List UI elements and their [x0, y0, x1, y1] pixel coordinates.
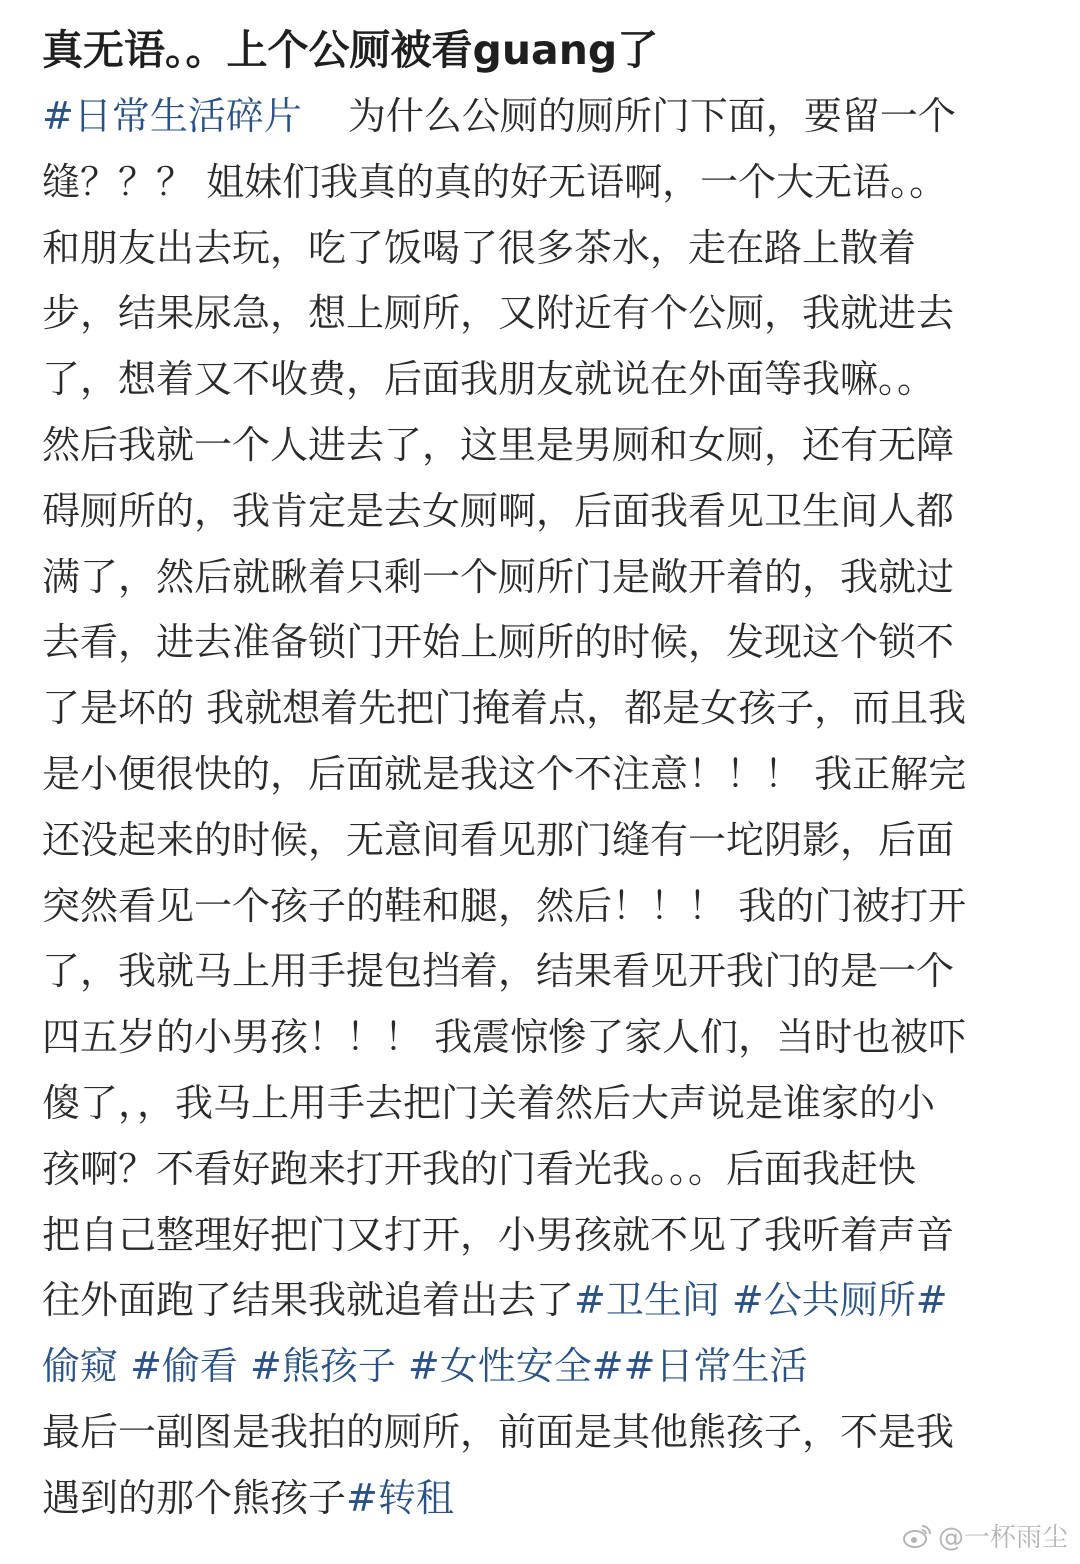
hashtag-link[interactable]: #转租	[346, 1475, 454, 1520]
post-line	[42, 84, 1032, 150]
post-line	[42, 874, 1032, 940]
post-text: 遇到的那个熊孩子	[42, 1475, 347, 1520]
post-text: 然后我就一个人进去了，这里是男厕和女厕，还有无障	[42, 422, 955, 467]
post-text: 孩啊？不看好跑来打开我的门看光我。。。后面我赶快	[42, 1146, 917, 1191]
post	[42, 18, 1032, 1532]
post-text: 了，想着又不收费，后面我朋友就说在外面等我嘛。。	[42, 357, 936, 402]
post-text: 傻了，，我马上用手去把门关着然后大声说是谁家的小	[42, 1080, 936, 1125]
post-line	[42, 742, 1032, 808]
hashtag-link[interactable]: 偷窥 #偷看 #熊孩子 #女性安全##日常生活	[42, 1344, 808, 1389]
post-line	[42, 347, 1032, 413]
post-text: 最后一副图是我拍的厕所，前面是其他熊孩子，不是我	[42, 1409, 955, 1454]
post-text: 去看，进去准备锁门开始上厕所的时候，发现这个锁不	[42, 620, 955, 665]
post-text: 四五岁的小男孩！！！ 我震惊惨了家人们，当时也被吓	[42, 1015, 967, 1060]
post-text: 碍厕所的，我肯定是去女厕啊，后面我看见卫生间人都	[42, 488, 955, 533]
post-line	[42, 1334, 1032, 1400]
post-line	[42, 939, 1032, 1005]
post-line	[42, 1071, 1032, 1137]
post-text: 还没起来的时候，无意间看见那门缝有一坨阴影，后面	[42, 817, 955, 862]
post-text: 了，我就马上用手提包挡着，结果看见开我门的是一个	[42, 949, 955, 994]
post-text: 突然看见一个孩子的鞋和腿，然后！！！ 我的门被打开	[42, 883, 967, 928]
weibo-logo-icon	[902, 1523, 932, 1549]
post-text: 了是坏的 我就想着先把门掩着点，都是女孩子，而且我	[42, 686, 967, 731]
post-line	[42, 1400, 1032, 1466]
post-line	[42, 479, 1032, 545]
post-line	[42, 1268, 1032, 1334]
post-text: 为什么公厕的厕所门下面，要留一个	[347, 94, 956, 138]
watermark	[902, 1517, 1068, 1554]
post-text: 把自己整理好把门又打开，小男孩就不见了我听着声音	[42, 1212, 955, 1257]
post-line	[42, 808, 1032, 874]
post-text: 满了，然后就瞅着只剩一个厕所门是敞开着的，我就过	[42, 554, 955, 599]
hashtag-link[interactable]: #日常生活碎片	[42, 94, 302, 138]
post-text: 是小便很快的，后面就是我这个不注意！！！ 我正解完	[42, 751, 967, 796]
post-title: 真无语。。上个公厕被看guang了	[42, 26, 659, 74]
post-text: 步，结果尿急，想上厕所，又附近有个公厕，我就进去	[42, 291, 955, 336]
post-line	[42, 676, 1032, 742]
post-line	[42, 216, 1032, 282]
post-text: 和朋友出去玩，吃了饭喝了很多茶水，走在路上散着	[42, 225, 917, 270]
post-line	[42, 413, 1032, 479]
post-line	[42, 281, 1032, 347]
hashtag-link[interactable]: #卫生间 #公共厕所#	[574, 1278, 948, 1323]
post-line	[42, 1137, 1032, 1203]
post-body	[42, 84, 1032, 1532]
watermark-text: @一杯雨尘	[937, 1523, 1068, 1553]
post-text: 往外面跑了结果我就追着出去了	[42, 1278, 575, 1323]
post-line	[42, 610, 1032, 676]
post-line	[42, 1466, 1032, 1532]
post-line	[42, 150, 1032, 216]
post-text: 缝？？？ 姐妹们我真的真的好无语啊，一个大无语。。	[42, 159, 948, 204]
post-line	[42, 1005, 1032, 1071]
post-line	[42, 545, 1032, 611]
post-line	[42, 1203, 1032, 1269]
